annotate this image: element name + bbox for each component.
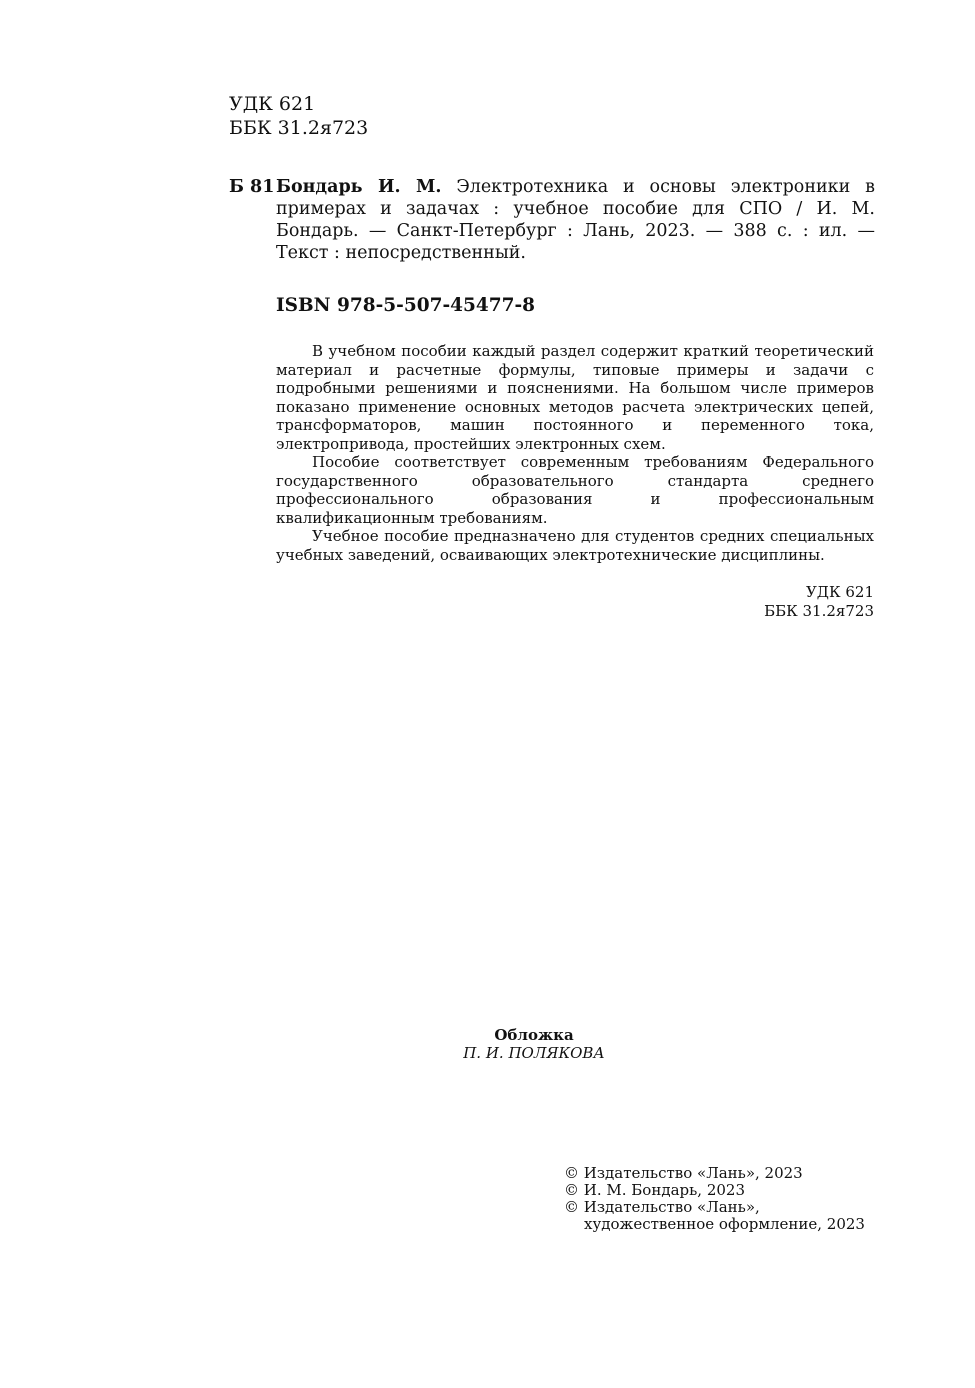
abstract-paragraph: Пособие соответствует современным требованиям Федерального государственного образовательного стандарта среднего профессионального образования и профессиональным квалификационным требованиям. — [276, 453, 874, 527]
cover-credit — [0, 1026, 975, 1062]
udk-code: УДК 621 — [805, 583, 874, 601]
header-classification-codes — [229, 92, 368, 140]
abstract — [276, 342, 874, 564]
bibliographic-description — [276, 176, 875, 264]
isbn: ISBN 978-5-507-45477-8 — [276, 295, 536, 316]
author-name: Бондарь И. М. — [276, 177, 442, 197]
abstract-paragraph: Учебное пособие предназначено для студентов средних специальных учебных заведений, осваивающих электротехнические дисциплины. — [276, 527, 874, 564]
description-text: Электротехника и основы электроники в примерах и задачах : учебное пособие для СПО / И. М. Бондарь. — Санкт-Петербург : Лань, 2023. — 388 с. : ил. — Текст : непосредственный. — [276, 177, 875, 263]
copyright-line: © Издательство «Лань», 2023 — [564, 1164, 803, 1182]
abstract-paragraph: В учебном пособии каждый раздел содержит краткий теоретический материал и расчетные формулы, типовые примеры и задачи с подробными решениями и пояснениями. На большом числе примеров показано применение основных методов расчета электрических цепей, трансформаторов, машин постоянного и переменного тока, электропривода, простейших электронных схем. — [276, 342, 874, 453]
udk-code: УДК 621 — [229, 93, 316, 115]
cover-artist-name: П. И. ПОЛЯКОВА — [463, 1044, 605, 1062]
copyright-line-continuation: художественное оформление, 2023 — [584, 1215, 865, 1233]
author-sign-code: Б 81 — [229, 177, 275, 197]
copyright-line: © И. М. Бондарь, 2023 — [564, 1181, 745, 1199]
cover-heading: Обложка — [494, 1026, 574, 1044]
copyright-block — [564, 1165, 865, 1233]
footer-classification-codes — [700, 583, 874, 621]
copyright-line: © Издательство «Лань», — [564, 1198, 760, 1216]
bbk-code: ББК 31.2я723 — [764, 602, 874, 620]
bbk-code: ББК 31.2я723 — [229, 117, 369, 139]
catalog-entry — [229, 176, 875, 264]
